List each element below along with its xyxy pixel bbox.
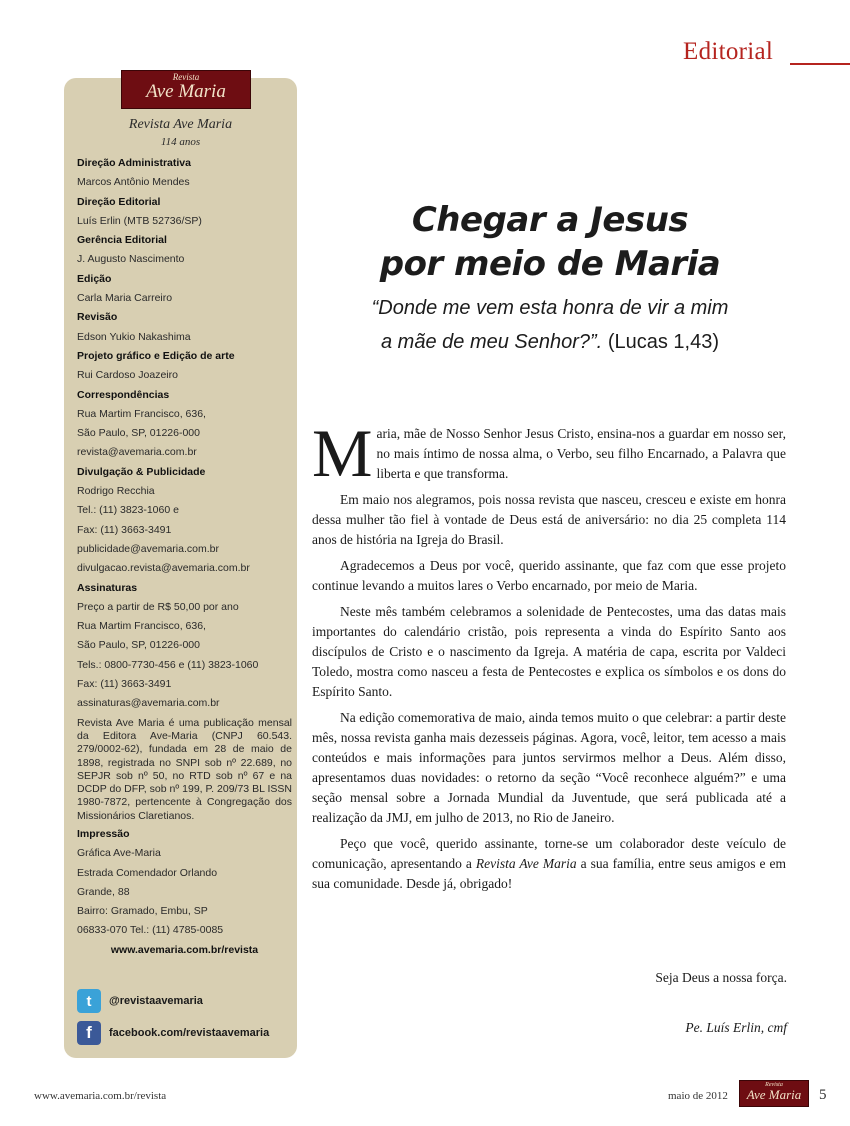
credit-heading: Direção Editorial (77, 195, 161, 208)
credit-value: divulgacao.revista@avemaria.com.br (77, 562, 250, 575)
credit-value: Rodrigo Recchia (77, 485, 155, 498)
masthead-title: Revista Ave Maria (128, 117, 233, 132)
facebook-icon: f (77, 1021, 101, 1045)
paragraph-2: Em maio nos alegramos, pois nossa revista que nasceu, cresceu e existe em honra dessa mulher tão fiel à vontade de Deus está de aniversário: no dia 25 completa 114 anos de história na Igreja do Brasil. (312, 492, 786, 547)
twitter-icon: t (77, 989, 101, 1013)
credit-value: Marcos Antônio Mendes (77, 176, 190, 189)
credit-value: Carla Maria Carreiro (77, 292, 173, 305)
facebook-link[interactable] (77, 1021, 269, 1045)
paragraph-4: Neste mês também celebramos a solenidade de Pentecostes, uma das datas mais importantes do calendário cristão, pois representa a vinda do Espírito Santo aos discípulos de Cristo e o nascimento da Igreja. A matéria de capa, escrita por Valdeci Toledo, mostra como nasceu a festa de Pentecostes e explica os símbolos e os dons do Espírito Santo. (312, 604, 786, 699)
twitter-link[interactable] (77, 989, 203, 1013)
epigraph-citation: (Lucas 1,43) (607, 331, 719, 353)
credit-heading: Correspondências (77, 388, 170, 401)
credit-value: J. Augusto Nascimento (77, 253, 185, 266)
credit-heading: Revisão (77, 311, 118, 324)
credit-value: Fax: (11) 3663-3491 (77, 678, 172, 691)
credit-value: Rua Martim Francisco, 636, (77, 620, 206, 633)
logo-small-text: Revista (172, 72, 200, 82)
credit-value: publicidade@avemaria.com.br (77, 542, 219, 555)
epigraph (330, 291, 770, 359)
closing-line: Seja Deus a nossa força. (655, 970, 787, 985)
paragraph-6: Peço que você, querido assinante, torne-se um colaborador deste veículo de comunicação, apresentando a Revista Ave Maria a sua família, entre seus amigos e em sua comunidade. Desde já, obrigado! (312, 836, 787, 891)
credit-value: Tels.: 0800-7730-456 e (11) 3823-1060 (77, 658, 259, 671)
footer-url[interactable]: www.avemaria.com.br/revista (34, 1090, 167, 1102)
credit-heading: Assinaturas (77, 581, 138, 594)
paragraph-3: Agradecemos a Deus por você, querido assinante, que faz com que esse projeto continue levando a muitos lares o Verbo encarnado, por meio de Maria. (312, 558, 786, 593)
credit-heading: Divulgação & Publicidade (77, 465, 206, 478)
credit-heading: Direção Administrativa (77, 157, 191, 169)
credit-value: São Paulo, SP, 01226-000 (77, 639, 200, 652)
article-title (330, 198, 770, 286)
logo-big-text: Ave Maria (146, 81, 226, 102)
credit-value: Preço a partir de R$ 50,00 por ano (77, 600, 239, 613)
signature: Pe. Luís Erlin, cmf (685, 1020, 787, 1035)
magazine-logo (121, 70, 251, 109)
epigraph-line-1: “Donde me vem esta honra de vir a mim (371, 297, 729, 319)
article-body (312, 415, 787, 900)
paragraph-1: Maria, mãe de Nosso Senhor Jesus Cristo, ensina-nos a guardar em nosso ser, no mais íntimo de nossa alma, o Verbo, seu filho Encarnado, a Palavra que liberta e que transforma. (312, 415, 786, 491)
credit-heading: Projeto gráfico e Edição de arte (77, 349, 235, 362)
credit-value: 06833-070 Tel.: (11) 4785-0085 (77, 924, 224, 937)
credit-value: assinaturas@avemaria.com.br (77, 697, 220, 710)
credit-heading: Edição (77, 272, 112, 285)
section-label: Editorial (683, 38, 774, 65)
credit-value: Rui Cardoso Joazeiro (77, 369, 178, 382)
page-number: 5 (819, 1087, 827, 1103)
footer-logo (739, 1080, 809, 1107)
masthead-credits (77, 154, 292, 960)
epigraph-line-2: a mãe de meu Senhor?”. (381, 331, 603, 353)
credit-value: Luís Erlin (MTB 52736/SP) (77, 214, 202, 227)
credit-value: Estrada Comendador Orlando (77, 866, 218, 879)
masthead-years: 114 anos (160, 136, 201, 148)
magazine-name: Revista Ave Maria (475, 856, 577, 871)
credit-value: Edson Yukio Nakashima (77, 330, 191, 343)
credit-value: São Paulo, SP, 01226-000 (77, 427, 200, 440)
facebook-url: facebook.com/revistaavemaria (109, 1027, 270, 1039)
credit-value: revista@avemaria.com.br (77, 446, 197, 459)
website-link[interactable]: www.avemaria.com.br/revista (110, 943, 259, 956)
title-line-1: Chegar a Jesus (411, 200, 689, 240)
credit-value: Gráfica Ave-Maria (77, 847, 161, 860)
credit-value: Bairro: Gramado, Embu, SP (77, 905, 208, 918)
credit-heading: Impressão (77, 827, 130, 840)
credit-value: Tel.: (11) 3823-1060 e (77, 504, 179, 517)
publication-note: Revista Ave Maria é uma publicação mensal da Editora Ave-Maria (CNPJ 60.543. 279/0002-62), fundada em 28 de maio de 1898, registrada no SNPI sob nº 22.689, no SEPJR sob nº 50, no RTD sob nº 67 e na DCDP do DFP, sob nº 199, P. 209/73 BL ISSN 1980-7872, pertencente à Congregação dos Missionários Claretianos. (77, 716, 292, 822)
credit-value: Fax: (11) 3663-3491 (77, 523, 172, 536)
footer-date: maio de 2012 (668, 1090, 728, 1102)
twitter-handle: @revistaavemaria (109, 995, 203, 1007)
credit-value: Grande, 88 (77, 885, 130, 898)
credit-value: Rua Martim Francisco, 636, (77, 407, 206, 420)
credit-heading: Gerência Editorial (77, 234, 167, 247)
section-rule (790, 63, 850, 65)
footer-logo-small: Revista (765, 1082, 783, 1088)
drop-cap: M (312, 415, 373, 491)
footer-logo-big: Ave Maria (746, 1087, 802, 1102)
title-line-2: por meio de Maria (379, 244, 721, 284)
paragraph-5: Na edição comemorativa de maio, ainda temos muito o que celebrar: a partir deste mês, nossa revista ganha mais dezesseis páginas. Agora, você, leitor, tem acesso a mais conteúdos e mais informações para juntos servirmos melhor a Deus. Além disso, apresentamos duas novidades: o retorno da seção “Você reconhece alguém?” e uma seção mensal sobre a Jornada Mundial da Juventude, que será publicada até a realização da JMJ, em julho de 2013, no Rio de Janeiro. (312, 710, 786, 825)
